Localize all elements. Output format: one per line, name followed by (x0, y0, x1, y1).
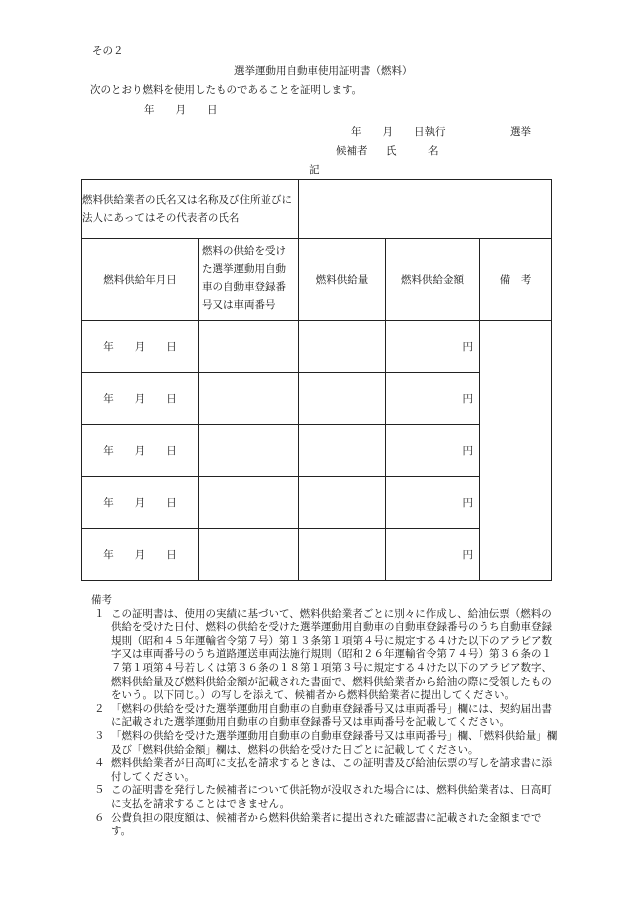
vehicle-number-cell (199, 529, 299, 581)
fuel-usage-table (81, 179, 552, 581)
fuel-price-cell: 円 (386, 373, 480, 425)
election-suffix: 選挙 (510, 126, 531, 138)
note-item: ２ 「燃料の供給を受けた選挙運動用自動車の自動車登録番号又は車両番号」欄には、契約届出書に記載された選挙運動用自動車の自動車登録番号又は車両番号を記載してください。 (94, 702, 552, 729)
note-item: ３ 「燃料の供給を受けた選挙運動用自動車の自動車登録番号又は車両番号」欄、「燃料供給量」欄及び「燃料供給金額」欄は、燃料の供給を受けた日ごとに記載してください。 (94, 729, 558, 756)
fuel-amount-cell (299, 373, 386, 425)
candidate-name-label: 氏 名 (386, 145, 439, 157)
remarks-cell (480, 321, 552, 581)
supply-date-cell: 年 月 日 (82, 425, 199, 477)
note-item: ４ 燃料供給業者が日高町に支払を請求するときは、この証明書及び給油伝票の写しを請求書に添付してください。 (94, 757, 552, 783)
fuel-price-cell: 円 (386, 477, 480, 529)
supply-date-cell: 年 月 日 (82, 477, 199, 529)
note-item: １ この証明書は、使用の実績に基づいて、燃料供給業者ごとに別々に作成し、給油伝票（燃料の供給を受けた日付、燃料の供給を受けた選挙運動用自動車の自動車登録番号のうち自動車登録規則（昭和４５年運輸省令第７号）第１３条第１項第４号に規定する４けた以下のアラビア数字又は車両番号のうち道路運送車両法施行規則（昭和２６年運輸省令第７４号）第３６条の１７第１項第４号若しくは第３６条の１８第１項第３号に規定する４けた以下のアラビア数字、燃料供給量及び燃料供給金額が記載された書面で、燃料供給業者から給油の際に受領したものをいう。以下同じ。）の写しを添えて、候補者から燃料供給業者に提出してください。 (94, 607, 552, 702)
fuel-amount-cell (299, 425, 386, 477)
vehicle-number-cell (199, 321, 299, 373)
document-title: 選挙運動用自動車使用証明書（燃料） (234, 65, 413, 77)
fuel-amount-cell (299, 529, 386, 581)
issue-date-line: 年 月 日 (144, 104, 218, 116)
col-header-amount: 燃料供給量 (299, 239, 386, 321)
col-header-remarks: 備 考 (480, 239, 552, 321)
election-date-line: 年 月 日執行 (351, 126, 446, 138)
col-header-vehicle: 燃料の供給を受けた選挙運動用自動車の自動車登録番号又は車両番号 (199, 239, 299, 321)
fuel-amount-cell (299, 477, 386, 529)
fuel-price-cell: 円 (386, 425, 480, 477)
certification-statement: 次のとおり燃料を使用したものであることを証明します。 (90, 84, 363, 96)
ki-label: 記 (309, 164, 320, 176)
fuel-price-cell: 円 (386, 529, 480, 581)
notes-heading: 備考 (91, 594, 112, 606)
supplier-label: 燃料供給業者の氏名又は名称及び住所並びに法人にあってはその代表者の氏名 (82, 180, 299, 239)
candidate-label: 候補者 (336, 145, 368, 157)
sheet-number: その２ (92, 45, 124, 57)
supply-date-cell: 年 月 日 (82, 321, 199, 373)
supply-date-cell: 年 月 日 (82, 373, 199, 425)
note-item: ５ この証明書を発行した候補者について供託物が没収された場合には、燃料供給業者は、日高町に支払を請求することはできません。 (94, 784, 552, 810)
supplier-value-cell (299, 180, 552, 239)
vehicle-number-cell (199, 425, 299, 477)
fuel-amount-cell (299, 321, 386, 373)
col-header-price: 燃料供給金額 (386, 239, 480, 321)
table-row (82, 321, 552, 373)
col-header-date: 燃料供給年月日 (82, 239, 199, 321)
supply-date-cell: 年 月 日 (82, 529, 199, 581)
vehicle-number-cell (199, 477, 299, 529)
remarks-notes (91, 594, 561, 839)
vehicle-number-cell (199, 373, 299, 425)
note-item: ６ 公費負担の限度額は、候補者から燃料供給業者に提出された確認書に記載された金額までです。 (94, 811, 542, 838)
fuel-price-cell: 円 (386, 321, 480, 373)
